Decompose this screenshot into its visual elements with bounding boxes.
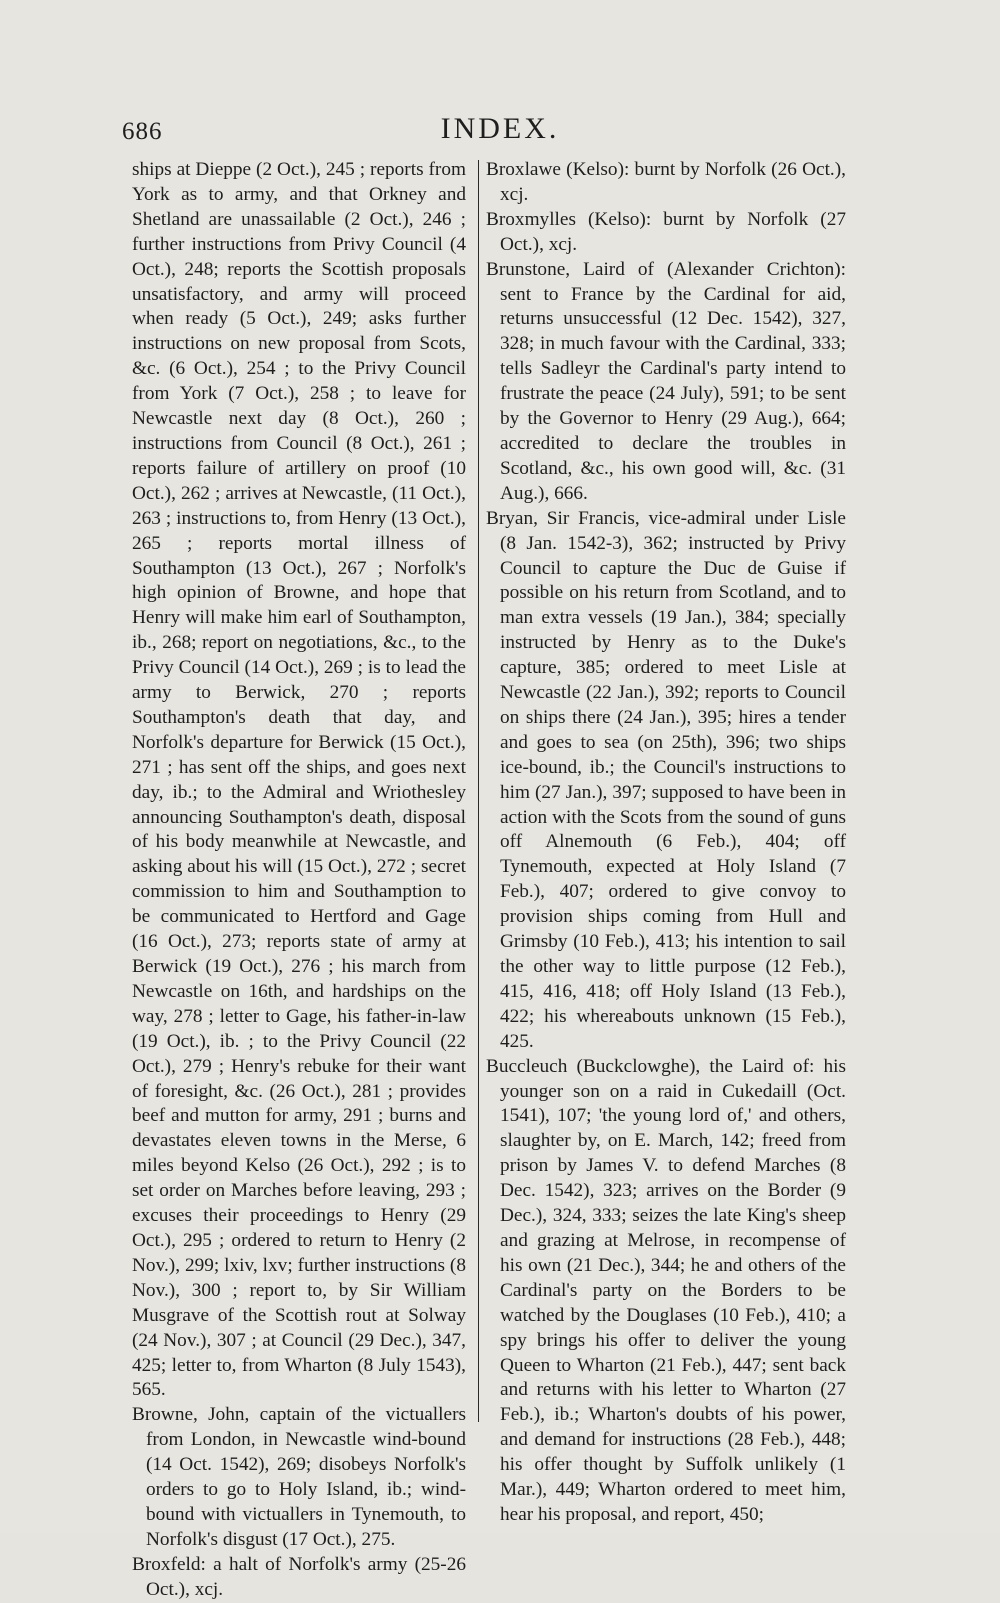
index-entry-broxfeld: Broxfeld: a halt of Norfolk's army (25-26 Oct.), xcj. xyxy=(132,1553,466,1600)
page-header xyxy=(0,112,1000,152)
column-divider xyxy=(478,160,479,1422)
index-entry-browne-john: Browne, John, captain of the victuallers from London, in Newcastle wind-bound (14 Oct. 1542), 269; disobeys Norfolk's orders to go to Holy Island, ib.; wind-bound with victuallers in Tynemouth, to Norfolk's disgust (17 Oct.), 275. xyxy=(132,1404,466,1550)
left-column xyxy=(132,158,466,1603)
index-entry-bryan: Bryan, Sir Francis, vice-admiral under Lisle (8 Jan. 1542-3), 362; instructed by Privy Council to capture the Duc de Guise if possible on his return from Scotland, and to man extra vessels (19 Jan.), 384; specially instructed by Henry as to the Duke's capture, 385; ordered to meet Lisle at Newcastle (22 Jan.), 392; reports to Council on ships there (24 Jan.), 395; hires a tender and goes to sea (on 25th), 396; two ships ice-bound, ib.; the Council's instructions to him (27 Jan.), 397; supposed to have been in action with the Scots from the sound of guns off Alnemouth (6 Feb.), 404; off Tynemouth, expected at Holy Island (7 Feb.), 407; ordered to give convoy to provision ships coming from Hull and Grimsby (10 Feb.), 413; his intention to sail the other way to little purpose (12 Feb.), 415, 416, 418; off Holy Island (13 Feb.), 422; his whereabouts unknown (15 Feb.), 425. xyxy=(486,507,846,1052)
page-number: 686 xyxy=(122,118,163,145)
index-entry-broxlawe: Broxlawe (Kelso): burnt by Norfolk (26 Oct.), xcj. xyxy=(486,159,846,205)
index-entry-broxmylles: Broxmylles (Kelso): burnt by Norfolk (27 Oct.), xcj. xyxy=(486,208,846,255)
page-title: INDEX. xyxy=(440,112,560,145)
index-entry-brunstone: Brunstone, Laird of (Alexander Crichton): sent to France by the Cardinal for aid, returns unsuccessful (12 Dec. 1542), 327, 328; in much favour with the Cardinal, 333; tells Sadleyr the Cardinal's party intend to frustrate the peace (24 July), 591; to be sent by the Governor to Henry (29 Aug.), 664; accredited to declare the troubles in Scotland, &c., his own good will, &c. (31 Aug.), 666. xyxy=(486,258,846,504)
right-column xyxy=(486,158,846,1528)
index-entry-buccleuch: Buccleuch (Buckclowghe), the Laird of: his younger son on a raid in Cukedaill (Oct. 1541), 107; 'the young lord of,' and others, slaughter by, on E. March, 142; freed from prison by James V. to defend Marches (8 Dec. 1542), 323; arrives on the Border (9 Dec.), 324, 333; seizes the late King's sheep and grazing at Melrose, in recompense of his own (21 Dec.), 344; he and others of the Cardinal's party on the Borders to be watched by the Douglases (10 Feb.), 410; a spy brings his offer to deliver the young Queen to Wharton (21 Feb.), 447; sent back and returns with his letter to Wharton (27 Feb.), ib.; Wharton's doubts of his power, and demand for instructions (28 Feb.), 448; his offer thought by Suffolk unlikely (1 Mar.), 449; Wharton ordered to meet him, hear his proposal, and report, 450; xyxy=(486,1055,846,1525)
index-entry-continuation: ships at Dieppe (2 Oct.), 245 ; reports from York as to army, and that Orkney and Shetland are unassailable (2 Oct.), 246 ; further instructions from Privy Council (4 Oct.), 248; reports the Scottish proposals unsatisfactory, and army will proceed when ready (5 Oct.), 249; asks further instructions on new proposal from Scots, &c. (6 Oct.), 254 ; to the Privy Council from York (7 Oct.), 258 ; to leave for Newcastle next day (8 Oct.), 260 ; instructions from Council (8 Oct.), 261 ; reports failure of artillery on proof (10 Oct.), 262 ; arrives at Newcastle, (11 Oct.), 263 ; instructions to, from Henry (13 Oct.), 265 ; reports mortal illness of Southampton (13 Oct.), 267 ; Norfolk's high opinion of Browne, and hope that Henry will make him earl of Southampton, ib., 268; report on negotiations, &c., to the Privy Council (14 Oct.), 269 ; is to lead the army to Berwick, 270 ; reports Southampton's death that day, and Norfolk's departure for Berwick (15 Oct.), 271 ; has sent off the ships, and goes next day, ib.; to the Admiral and Wriothesley announcing Southampton's death, disposal of his body meanwhile at Newcastle, and asking about his will (15 Oct.), 272 ; secret commission to him and Southamption to be communicated to Hertford and Gage (16 Oct.), 273; reports state of army at Berwick (19 Oct.), 276 ; his march from Newcastle on 16th, and hardships on the way, 278 ; letter to Gage, his father-in-law (19 Oct.), ib. ; to the Privy Council (22 Oct.), 279 ; Henry's rebuke for their want of foresight, &c. (26 Oct.), 281 ; provides beef and mutton for army, 291 ; burns and devastates eleven towns in the Merse, 6 miles beyond Kelso (26 Oct.), 292 ; is to set order on Marches before leaving, 293 ; excuses their proceedings to Henry (29 Oct.), 295 ; ordered to return to Henry (2 Nov.), 299; lxiv, lxv; further instructions (8 Nov.), 300 ; report to, by Sir William Musgrave of the Scottish rout at Solway (24 Nov.), 307 ; at Council (29 Dec.), 347, 425; letter to, from Wharton (8 July 1543), 565. xyxy=(132,159,466,1401)
